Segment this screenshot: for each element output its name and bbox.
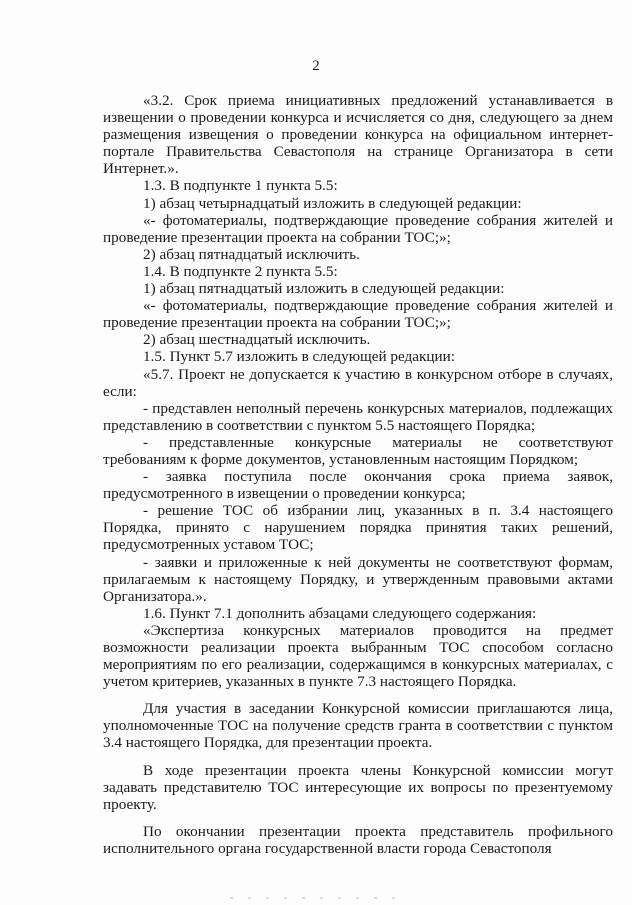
paragraph-1-4-quote: «- фотоматериалы, подтверждающие проведение собрания жителей и проведение презентации проекта на собрании ТОС;»; bbox=[103, 297, 613, 332]
paragraph-7-1-expertise: «Экспертиза конкурсных материалов проводится на предмет возможности реализации проекта выбранным ТОС способом согласно мероприятиям по его реализации, содержащимся в конкурсных материалах, с учетом критериев, указанных в пункте 7.3 настоящего Порядка. bbox=[103, 621, 613, 691]
document-body bbox=[103, 92, 613, 857]
paragraph-1-3-item-1: 1) абзац четырнадцатый изложить в следующей редакции: bbox=[143, 194, 522, 212]
scan-artifact bbox=[230, 897, 400, 899]
paragraph-1-6: 1.6. Пункт 7.1 дополнить абзацами следующего содержания: bbox=[143, 604, 537, 622]
paragraph-5-7-case-5: - заявки и приложенные к ней документы не соответствуют формам, прилагаемым к настоящему Порядку, и утвержденным правовыми актами Организатора.». bbox=[103, 553, 613, 605]
paragraph-5-7-case-2: - представленные конкурсные материалы не соответствуют требованиям к форме документов, установленным настоящим Порядком; bbox=[103, 433, 613, 468]
paragraph-5-7-case-4: - решение ТОС об избрании лиц, указанных в п. 3.4 настоящего Порядка, принято с нарушением порядка принятия таких решений, предусмотренных уставом ТОС; bbox=[103, 502, 613, 554]
paragraph-1-4-item-2: 2) абзац шестнадцатый исключить. bbox=[143, 331, 371, 349]
paragraph-5-7-case-3: - заявка поступила после окончания срока приема заявок, предусмотренного в извещении о проведении конкурса; bbox=[103, 468, 613, 503]
paragraph-3-2: «3.2. Срок приема инициативных предложений устанавливается в извещении о проведении конкурса и исчисляется со дня, следующего за днем размещения извещения о проведении конкурса на официальном интернет-портале Правительства Севастополя на странице Организатора в сети Интернет.». bbox=[103, 92, 613, 178]
paragraph-5-7: «5.7. Проект не допускается к участию в конкурсном отборе в случаях, если: bbox=[103, 365, 613, 400]
paragraph-7-1-questions: В ходе презентации проекта члены Конкурсной комиссии могут задавать представителю ТОС интересующие их вопросы по презентуемому проекту. bbox=[103, 761, 613, 813]
paragraph-1-3-quote: «- фотоматериалы, подтверждающие проведение собрания жителей и проведение презентации проекта на собрании ТОС;»; bbox=[103, 211, 613, 246]
paragraph-5-7-case-1: - представлен неполный перечень конкурсных материалов, подлежащих представлению в соответствии с пунктом 5.5 настоящего Порядка; bbox=[103, 399, 613, 434]
paragraph-1-4-item-1: 1) абзац пятнадцатый изложить в следующей редакции: bbox=[143, 280, 505, 298]
paragraph-1-3-item-2: 2) абзац пятнадцатый исключить. bbox=[143, 245, 360, 263]
paragraph-7-1-conclusion: По окончании презентации проекта представитель профильного исполнительного органа государственной власти города Севастополя bbox=[103, 822, 613, 857]
page-number: 2 bbox=[312, 58, 320, 74]
paragraph-1-4: 1.4. В подпункте 2 пункта 5.5: bbox=[143, 262, 338, 280]
paragraph-1-5: 1.5. Пункт 5.7 изложить в следующей редакции: bbox=[143, 348, 456, 366]
paragraph-7-1-participation: Для участия в заседании Конкурсной комиссии приглашаются лица, уполномоченные ТОС на получение средств гранта в соответствии с пунктом 3.4 настоящего Порядка, для презентации проекта. bbox=[103, 700, 613, 752]
paragraph-1-3: 1.3. В подпункте 1 пункта 5.5: bbox=[143, 177, 338, 195]
